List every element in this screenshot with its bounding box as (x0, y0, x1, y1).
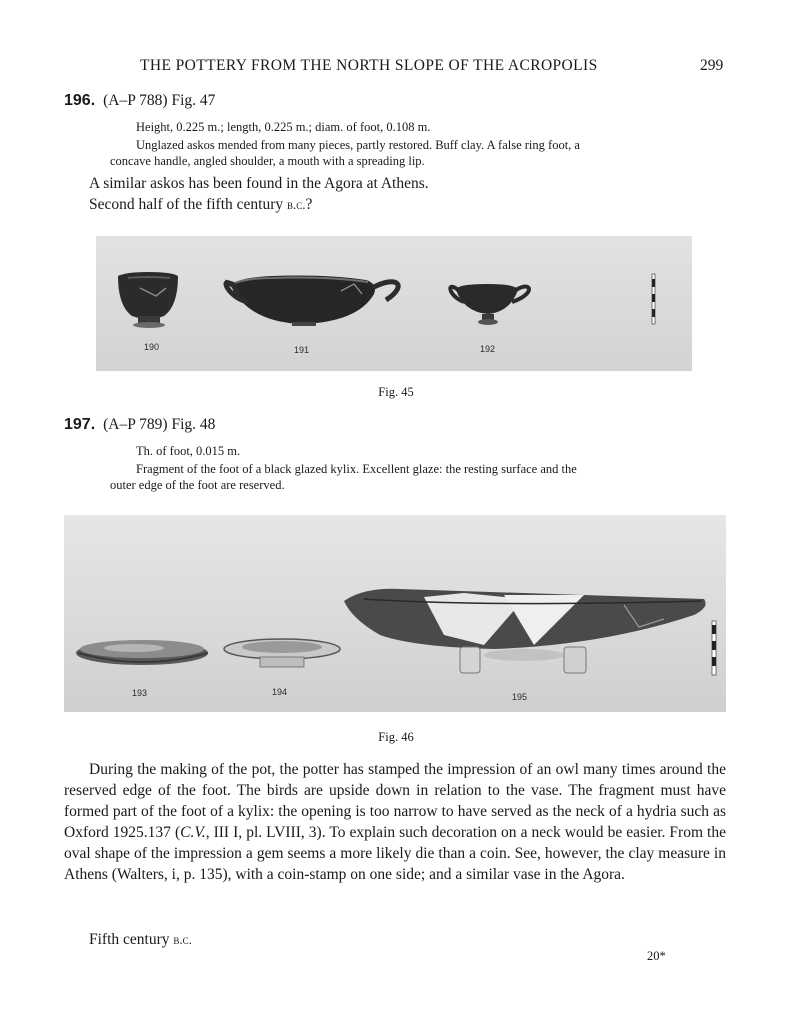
entry-197-dimensions: Th. of foot, 0.015 m. (136, 444, 241, 458)
entry-197-description-2: outer edge of the foot are reserved. (110, 478, 285, 492)
closing-date-prefix: Fifth century (89, 931, 174, 948)
entry-196-details (110, 119, 726, 170)
scale-bar-46 (712, 621, 716, 675)
vessel-193 (76, 640, 208, 665)
figure-45-label-190: 190 (144, 342, 160, 352)
figure-45-label-192: 192 (480, 344, 496, 354)
running-title: THE POTTERY FROM THE NORTH SLOPE OF THE ACROPOLIS (140, 57, 598, 74)
closing-date (89, 929, 192, 950)
figure-45-photo (96, 236, 692, 371)
entry-197-heading (64, 416, 215, 434)
discussion-paragraph (64, 759, 726, 885)
paragraph-part-1: During the making of the pot, the potter has stamped the impression of an owl many times around the reserved edge of the foot. The birds are upside down in relation to the vase. The fragment must have formed part of the foot of a kylix: the opening is too narrow to have served as the neck of a hydria such as Oxford 1925.137 ( (64, 761, 726, 841)
figure-46-label-195: 195 (512, 692, 528, 702)
entry-196-text-2 (89, 194, 312, 215)
entry-197-description-1: Fragment of the foot of a black glazed kylix. Excellent glaze: the resting surface and the (136, 461, 577, 476)
figure-46-label-194: 194 (272, 687, 288, 697)
signature-mark: 20* (647, 949, 666, 963)
entry-196-number: 196. (64, 92, 96, 109)
figure-46-label-193: 193 (132, 688, 148, 698)
entry-197-details (110, 443, 726, 494)
entry-196-dimensions: Height, 0.225 m.; length, 0.225 m.; diam. of foot, 0.108 m. (136, 120, 431, 134)
page-number: 299 (700, 57, 724, 74)
entry-196-era: b.c. (287, 197, 306, 212)
figure-46-photo (64, 515, 726, 712)
figure-45-caption: Fig. 45 (378, 385, 414, 399)
entry-196-description-1: Unglazed askos mended from many pieces, partly restored. Buff clay. A false ring foot, a (136, 137, 580, 152)
entry-197-number: 197. (64, 416, 96, 433)
entry-197-ref: (A–P 789) Fig. 48 (103, 416, 216, 433)
figure-45-label-191: 191 (294, 345, 310, 355)
paragraph-cv-reference: C.V. (180, 824, 206, 841)
entry-196-heading (64, 92, 215, 110)
entry-196-text-1: A similar askos has been found in the Agora at Athens. (89, 175, 429, 192)
scale-bar-45 (652, 274, 655, 324)
entry-196-date-prefix: Second half of the fifth century (89, 196, 287, 213)
paragraph-part-2: , III I, pl. LVIII, 3). To explain such decoration on a neck would be easier. From the oval shape of the impression a gem seems a more likely die than a coin. See, however, the clay measure in Athens (Walters, i, p. 135), with a coin-stamp on one side; and a similar vase in the Agora. (64, 824, 726, 883)
closing-era: b.c. (173, 932, 192, 947)
entry-196-ref: (A–P 788) Fig. 47 (103, 92, 216, 109)
entry-196-date-suffix: ? (305, 196, 313, 213)
figure-46-caption: Fig. 46 (378, 730, 414, 744)
entry-196-description-2: concave handle, angled shoulder, a mouth with a spreading lip. (110, 154, 425, 168)
